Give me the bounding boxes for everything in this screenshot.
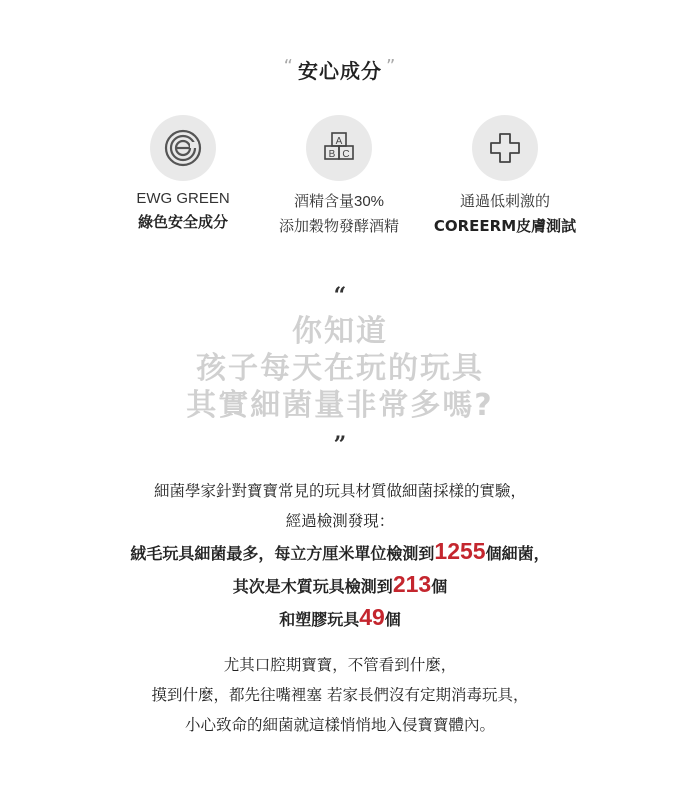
question-line: 孩子每天在玩的玩具 bbox=[196, 351, 484, 386]
highlight-text: 個細菌， bbox=[485, 544, 550, 563]
plastic-count: 49 bbox=[359, 604, 385, 630]
feature-skin-test-line1: 通過低刺激的 bbox=[459, 193, 550, 210]
highlight-text: 其次是木質玩具檢測到 bbox=[232, 577, 393, 596]
highlight-text: 個 bbox=[431, 577, 448, 596]
cross-plus-icon bbox=[472, 115, 538, 181]
svg-text:A: A bbox=[335, 136, 343, 147]
quote-open-mark: “ bbox=[333, 283, 347, 309]
abc-blocks-icon bbox=[306, 115, 372, 181]
paragraph-line: 經過檢測發現： bbox=[285, 512, 395, 530]
paragraph-line: 尤其口腔期寶寶，不管看到什麼， bbox=[223, 656, 457, 674]
section-title bbox=[0, 55, 680, 84]
plush-count: 1255 bbox=[434, 538, 486, 564]
feature-alcohol-line1: 酒精含量30% bbox=[293, 193, 385, 210]
highlight-text: 和塑膠玩具 bbox=[279, 610, 360, 629]
research-paragraph bbox=[0, 476, 680, 635]
highlight-text: 個 bbox=[384, 610, 401, 629]
question-line: 你知道 bbox=[292, 314, 388, 349]
highlight-line bbox=[0, 536, 680, 569]
paragraph-line: 小心致命的細菌就這樣悄悄地入侵寶寶體內。 bbox=[184, 716, 495, 734]
question-line: 其實細菌量非常多嗎? bbox=[186, 388, 494, 423]
feature-skin-test-line2: COREERM皮膚測試 bbox=[433, 217, 577, 235]
highlight-line bbox=[0, 602, 680, 635]
feature-skin-test bbox=[405, 115, 605, 236]
close-quote: ” bbox=[386, 56, 397, 77]
highlight-line bbox=[0, 569, 680, 602]
wood-count: 213 bbox=[392, 571, 432, 597]
open-quote: “ bbox=[283, 56, 294, 77]
svg-text:C: C bbox=[342, 149, 350, 160]
quote-close-mark: ” bbox=[333, 432, 347, 458]
highlight-text: 絨毛玩具細菌最多，每立方厘米單位檢測到 bbox=[130, 544, 435, 563]
svg-text:B: B bbox=[328, 149, 336, 160]
warning-paragraph bbox=[0, 650, 680, 740]
section-title-text: 安心成分 bbox=[298, 59, 382, 83]
feature-ewg-line2: 綠色安全成分 bbox=[137, 213, 228, 231]
feature-alcohol-line2: 添加穀物發酵酒精 bbox=[278, 217, 399, 235]
paragraph-line: 摸到什麼，都先往嘴裡塞 若家長們沒有定期消毒玩具， bbox=[151, 686, 529, 704]
question-heading bbox=[0, 313, 680, 424]
paragraph-line: 細菌學家針對寶寶常見的玩具材質做細菌採樣的實驗， bbox=[153, 482, 526, 500]
feature-ewg-line1: EWG GREEN bbox=[136, 190, 230, 207]
ewg-leaf-icon bbox=[150, 115, 216, 181]
